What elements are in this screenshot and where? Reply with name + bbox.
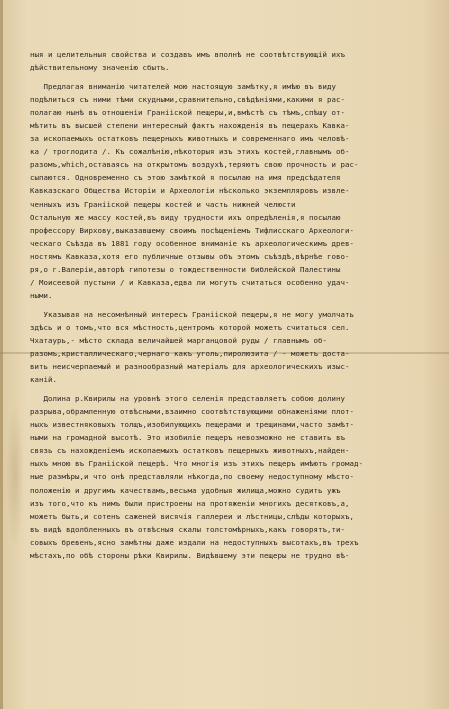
text-line: подѣлиться съ ними тѣми скудными,сравнительно,свѣдѣніями,какими я рас- [30,95,345,105]
text-line: Кавказскаго Общества Исторіи и Археологіи нѣсколько экземпляровъ извле- [30,186,350,196]
text-line: ными. [30,290,53,300]
text-line: сыпаются. Одновременно съ этою замѣткой я посылаю на имя предсѣдателя [30,173,341,183]
text-line: въ видѣ вдолбленныхъ въ отвѣсныя скалы толстомѣрныхъ,какъ говорятъ,ти- [30,524,345,534]
text-line: здѣсь и о томъ,что вся мѣстность,центромъ которой можетъ считаться сел. [30,322,350,332]
text-line: разомъ,кристаллическаго,чернаго какъ уголь,пиролюзита / - можетъ достa- [30,349,350,359]
text-line: ными на громадной высотѣ. Это изобиліе пещеръ невозможно не ставить въ [30,433,345,443]
text-line: ря,о г.Валерiи,авторѣ гипотезы о тождественности библейской Палестины [30,264,341,274]
text-line: ныхъ известняковыхъ толщъ,изобилующихъ пещерами и трещинами,часто замѣт- [30,420,354,430]
text-line: Долина р.Квирилы на уровнѣ этого селенія представляетъ собою долину [30,394,345,404]
text-line: за ископаемыхъ остатковъ пещерныхъ животныхъ и современнаго имъ человѣ- [30,134,350,144]
page-stain [6,400,24,550]
page-left-edge [0,0,3,709]
text-line: связь съ нахожденіемъ ископаемыхъ остатковъ пещерныхъ животныхъ,найден- [30,446,350,456]
text-line: Указывая на несомнѣнный интересъ Граніiской пещеры,я не могу умолчать [30,309,354,319]
paragraph-2 [30,80,415,302]
text-line: профессору Вирхову,выказавшему своимъ посѣщеніемъ Тифлисскаго Археологи- [30,225,354,235]
text-line: ностямъ Кавказа,хотя его публичные отзывы объ этомъ съѣздѣ,вѣрнѣе гово- [30,251,350,261]
text-line: ческаго Съѣзда въ 1881 году особенное вниманіе къ археологическимъ древ- [30,238,354,248]
text-line: Чхатаурь,- мѣсто склада величайшей марганцовой руды / главнымъ об- [30,335,327,345]
text-line: разрыва,обрамленную отвѣсными,взаимно соотвѣтствующими обнаженіями плот- [30,407,354,417]
text-line: Предлагая вниманію читателей мою настоящую замѣтку,я имѣю въ виду [30,82,336,92]
text-line: вить неисчерпаемый и разнообразный матеріалъ для археологическихъ изыс- [30,362,350,372]
text-line: изъ того,что къ нимъ были пристроены на протяженіи многихъ десятковъ,а, [30,498,350,508]
text-line: разомъ,which,оставаясь на открытомъ воздухѣ,теряютъ свою прочность и рас- [30,160,359,170]
text-line: мѣстахъ,по обѣ стороны рѣки Квирилы. Видѣвшему эти пещеры не трудно вѣ- [30,550,350,560]
text-line: ка / троглодита /. Къ сожалѣнію,нѣкоторыя изъ этихъ костей,главнымъ об- [30,147,350,157]
text-line: дѣйствительному значенію cбытъ. [30,63,170,73]
text-line: / Моисеевой пустыни / и Кавказа,едва ли могутъ считаться особенно удач- [30,277,350,287]
text-line: совыхъ бревенъ,ясно замѣтны даже издали на недоступныхъ высотахъ,въ трехъ [30,537,359,547]
text-line: каній. [30,375,57,385]
text-line: положенію и другимъ качествамъ,весьма удобныя жилища,можно судить ужъ [30,485,341,495]
paragraph-4 [30,392,415,562]
text-line: ныя и целительныя свойства и создавъ имъ вполнѣ не соотвѣтствующій ихъ [30,50,345,59]
typewritten-text [30,48,415,562]
text-line: Остальную же массу костей,въ виду трудности ихъ опредѣленія,я посылаю [30,212,341,222]
paragraph-3 [30,308,415,386]
text-line: можетъ быть,и сотенъ саженей висячія галлереи и лѣстницы,слѣды которыхъ, [30,511,354,521]
text-line: ныхъ мною въ Граніiской пещерѣ. Что многія изъ этихъ пещеръ имѣютъ громад- [30,459,363,469]
text-line: полагаю нынѣ въ отношеніи Граніiской пещеры,и,вмѣстѣ съ тѣмъ,спѣшу от- [30,108,345,118]
paragraph-1 [30,48,415,74]
text-line: ные размѣры,и что онѣ представляли нѣкогда,по своему недоступному мѣсто- [30,472,354,482]
text-line: мѣтить въ высшей степени интересный фактъ нахожденія въ пещерахъ Кавка- [30,121,350,131]
text-line: ченныхъ изъ Граніiской пещеры костей и часть нижней челюсти [30,199,296,209]
